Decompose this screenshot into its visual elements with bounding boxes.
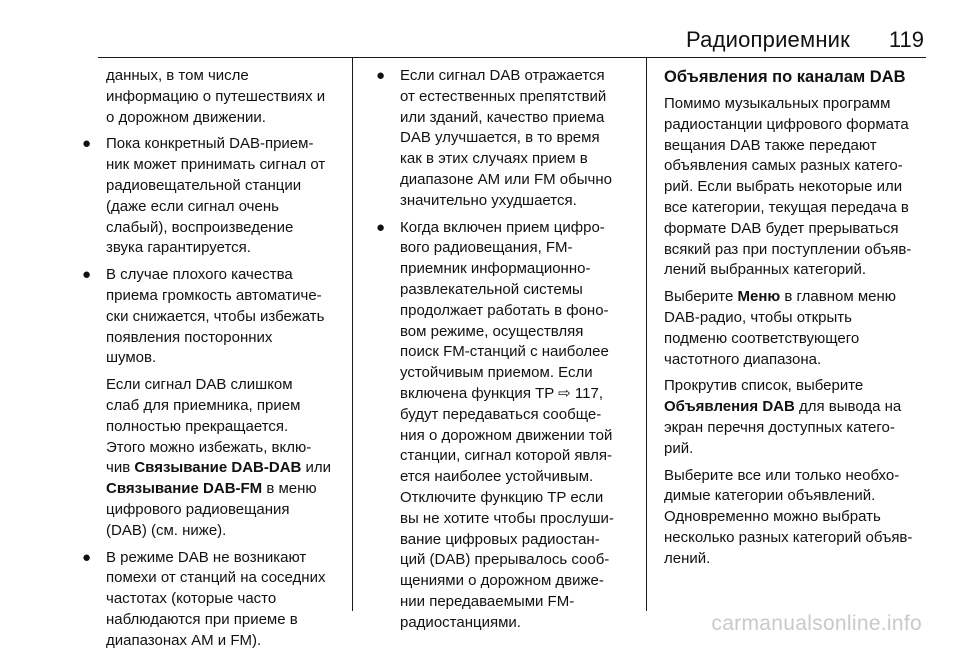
section-heading: Объявления по каналам DAB: [664, 68, 906, 86]
column-2: [374, 66, 642, 640]
column-3: [664, 66, 930, 576]
text-line: Если сигнал DAB слишком: [106, 376, 293, 394]
text-line: Прокрутив список, выберите: [664, 377, 864, 395]
text-line: появления посторонних: [106, 328, 273, 346]
text-line: включена функция TP: [400, 384, 559, 402]
text-line: развлекательной системы: [400, 280, 583, 298]
bullet-dot-icon: ●: [376, 218, 386, 236]
paragraph: [664, 287, 930, 370]
text-line: ски снижается, чтобы избежать: [106, 307, 325, 325]
text-line: чив: [106, 459, 135, 477]
text-line: ется наиболее устойчивым.: [400, 468, 594, 486]
bullet-item: [80, 134, 348, 259]
text-line: цифрового радиовещания: [106, 500, 290, 518]
text-line: частотного диапазона.: [664, 350, 822, 368]
text-line: ния о дорожном движении той: [400, 426, 613, 444]
text-line: В режиме DAB не возникают: [106, 548, 307, 566]
bullet-dot-icon: ●: [82, 135, 92, 153]
paragraph: [664, 466, 930, 570]
bullet-dot-icon: ●: [376, 67, 386, 84]
text-line: всякий раз при поступлении объяв-: [664, 240, 912, 258]
menu-option-dab-fm: Связывание DAB-FM: [106, 480, 263, 498]
text-line: подменю соответствующего: [664, 329, 860, 347]
continued-text: [80, 66, 348, 128]
bullet-item: [374, 218, 642, 634]
text-line: щениями о дорожном движе-: [400, 572, 604, 590]
text-line: продолжает работать в фоно-: [400, 301, 609, 319]
text-line: частотах (которые часто: [106, 590, 277, 608]
text-line: о дорожном движении.: [106, 108, 266, 126]
text-line: диапазонах AM и FM).: [106, 631, 262, 649]
text-line: полностью прекращается.: [106, 417, 289, 435]
text-line: Когда включен прием цифро-: [400, 218, 605, 236]
text-line: Этого можно избежать, вклю-: [106, 438, 312, 456]
menu-option-menu: Меню: [737, 288, 781, 306]
page-reference-arrow-icon[interactable]: ⇨: [558, 384, 571, 402]
text-line: помехи от станций на соседних: [106, 569, 326, 587]
text-line: радиостанциями.: [400, 613, 521, 631]
column-divider-2: [646, 58, 647, 611]
text-line: радиовещательной станции: [106, 176, 302, 194]
text-line: устойчивым приемом. Если: [400, 364, 593, 382]
text-line: звука гарантируется.: [106, 239, 251, 257]
bullet-item: [80, 265, 348, 369]
column-1: [80, 66, 348, 658]
page-number: 119: [888, 27, 924, 52]
text-line: Выберите все или только необхо-: [664, 466, 900, 484]
menu-option-dab-announcements: Объявления DAB: [664, 398, 795, 416]
text-line: лений выбранных категорий.: [664, 261, 867, 279]
paragraph: [664, 376, 930, 459]
page-title: Радиоприемник: [685, 27, 850, 52]
text-line: рий. Если выбрать некоторые или: [664, 178, 903, 196]
text-line: Отключите функцию TP если: [400, 488, 604, 506]
text-line: объявления самых разных катего-: [664, 157, 903, 175]
text-line: Если сигнал DAB отражается: [400, 67, 605, 84]
text-line: как в этих случаях прием в: [400, 150, 588, 168]
bullet-dot-icon: ●: [82, 548, 92, 566]
text-line: поиск FM-станций с наиболее: [400, 343, 609, 361]
text-line: вы не хотите чтобы прослуши-: [400, 509, 614, 527]
text-line: Одновременно можно выбрать: [664, 508, 881, 526]
text-line: нии передаваемыми FM-: [400, 592, 575, 610]
text-line: вание цифровых радиостан-: [400, 530, 600, 548]
text-line: экран перечня доступных катего-: [664, 418, 895, 436]
text-line: несколько разных категорий объяв-: [664, 528, 913, 546]
text-line: вом режиме, осуществляя: [400, 322, 584, 340]
text-line: вого радиовещания, FM-: [400, 239, 573, 257]
menu-option-dab-dab: Связывание DAB-DAB: [134, 459, 302, 477]
text-line: в главном меню: [780, 288, 897, 306]
text-line: вещания DAB также передают: [664, 136, 877, 154]
text-line: или зданий, качество приема: [400, 108, 605, 126]
text-line: слаб для приемника, прием: [106, 396, 301, 414]
paragraph: [80, 375, 348, 541]
text-line: приемник информационно-: [400, 260, 591, 278]
text-line: формате DAB будет прерываться: [664, 219, 899, 237]
text-line: (даже если сигнал очень: [106, 197, 279, 215]
text-line: Выберите: [664, 288, 738, 306]
text-line: (DAB) (см. ниже).: [106, 521, 227, 539]
text-line: Пока конкретный DAB-прием-: [106, 135, 314, 153]
text-line: от естественных препятствий: [400, 87, 607, 105]
text-line: информацию о путешествиях и: [106, 87, 326, 105]
text-line: приема громкость автоматиче-: [106, 286, 322, 304]
text-line: все категории, текущая передача в: [664, 198, 909, 216]
text-line: радиостанции цифрового формата: [664, 115, 909, 133]
text-line: DAB улучшается, в то время: [400, 129, 600, 147]
text-line: наблюдаются при приеме в: [106, 610, 298, 628]
watermark: carmanualsonline.info: [711, 612, 922, 635]
header-rule: [98, 57, 926, 58]
text-line: диапазоне AM или FM обычно: [400, 170, 612, 188]
paragraph: [664, 94, 930, 281]
text-line: значительно ухудшается.: [400, 191, 577, 209]
text-line: В случае плохого качества: [106, 266, 293, 284]
column-divider-1: [352, 58, 353, 611]
text-line: данных, в том числе: [106, 67, 249, 84]
bullet-dot-icon: ●: [82, 266, 92, 284]
bullet-item: [80, 548, 348, 652]
text-line: Помимо музыкальных программ: [664, 95, 891, 112]
page-reference-link[interactable]: 117,: [574, 384, 604, 402]
text-line: рий.: [664, 439, 694, 457]
bullet-item: [374, 66, 642, 212]
text-line: в меню: [262, 480, 317, 498]
text-line: ник может принимать сигнал от: [106, 156, 326, 174]
text-line: станции, сигнал которой явля-: [400, 447, 613, 465]
text-line: димые категории объявлений.: [664, 487, 876, 505]
text-line: слабый), воспроизведение: [106, 218, 294, 236]
text-line: лений.: [664, 549, 711, 567]
text-line: будут передаваться сообще-: [400, 405, 602, 423]
text-line: шумов.: [106, 349, 157, 367]
text-line: или: [301, 459, 332, 477]
text-line: ций (DAB) прерывалось сооб-: [400, 551, 610, 569]
text-line: для вывода на: [794, 398, 902, 416]
text-line: DAB-радио, чтобы открыть: [664, 308, 852, 326]
page-header: [0, 0, 960, 58]
